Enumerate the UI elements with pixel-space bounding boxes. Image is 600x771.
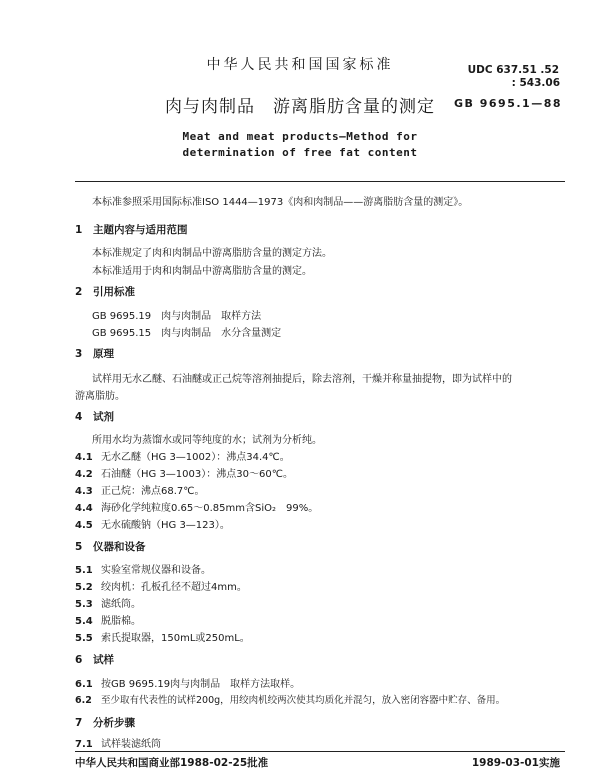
clause-5-5 (75, 629, 250, 644)
clause-text: 海砂化学纯粒度0.65～0.85mm含SiO₂ 99%。 (101, 503, 319, 514)
clause-4-2 (75, 465, 293, 480)
section-4-intro: 所用水均为蒸馏水或同等纯度的水；试剂为分析纯。 (92, 435, 322, 446)
section-title: 分析步骤 (93, 717, 135, 729)
clause-number: 4.2 (75, 469, 93, 480)
udc-code (468, 64, 560, 90)
clause-number: 4.5 (75, 520, 93, 531)
clause-5-2 (75, 578, 247, 593)
clause-7-1 (75, 735, 161, 750)
issuing-body: 中华人民共和国国家标准 (206, 57, 394, 73)
clause-number: 5.1 (75, 565, 93, 576)
clause-6-2 (75, 692, 505, 706)
document-title-cn: 肉与肉制品 游离脂肪含量的测定 (165, 97, 435, 117)
section-number: 7 (75, 717, 83, 729)
approval-date: 中华人民共和国商业部1988-02-25批准 (75, 757, 269, 769)
section-number: 6 (75, 654, 83, 666)
section-1-heading (75, 222, 188, 237)
clause-text: 按GB 9695.19肉与肉制品 取样方法取样。 (101, 679, 301, 690)
clause-number: 4.3 (75, 486, 93, 497)
clause-6-1 (75, 675, 300, 690)
standard-number: GB 9695.1—88 (454, 97, 562, 110)
document-title-en-line-2: determination of free fat content (182, 146, 418, 159)
footer-rule (75, 751, 565, 752)
clause-4-4 (75, 499, 318, 514)
document-title-en-line-1: Meat and meat products—Method for (182, 130, 418, 143)
clause-text: 滤纸筒。 (101, 599, 141, 610)
clause-text: 索氏提取器，150mL或250mL。 (101, 633, 250, 644)
clause-number: 4.1 (75, 452, 93, 463)
clause-4-3 (75, 482, 205, 497)
clause-5-3 (75, 595, 141, 610)
clause-4-1 (75, 448, 290, 463)
section-1-paragraph-2: 本标准适用于肉和肉制品中游离脂肪含量的测定。 (92, 266, 312, 277)
section-number: 5 (75, 541, 83, 553)
clause-text: 无水硫酸钠（HG 3—123）。 (101, 520, 230, 531)
section-title: 仪器和设备 (93, 541, 146, 553)
section-1-paragraph-1: 本标准规定了肉和肉制品中游离脂肪含量的测定方法。 (92, 248, 332, 259)
section-number: 3 (75, 348, 83, 360)
clause-number: 5.4 (75, 616, 93, 627)
clause-text: 至少取有代表性的试样200g，用绞肉机绞两次使其均质化并混匀，放入密闭容器中贮存、备用。 (101, 695, 506, 706)
clause-number: 5.5 (75, 633, 93, 644)
clause-text: 实验室常规仪器和设备。 (101, 565, 211, 576)
section-title: 原理 (93, 348, 114, 360)
clause-4-5 (75, 516, 230, 531)
section-title: 试剂 (93, 411, 114, 423)
clause-number: 4.4 (75, 503, 93, 514)
section-7-heading (75, 715, 135, 730)
reference-standard-2: GB 9695.15 肉与肉制品 水分含量测定 (92, 328, 282, 339)
udc-line-1: UDC 637.51 .52 (467, 64, 560, 76)
section-number: 4 (75, 411, 83, 423)
section-number: 2 (75, 286, 83, 298)
section-title: 引用标准 (93, 286, 135, 298)
section-2-heading (75, 284, 135, 299)
clause-text: 绞肉机：孔板孔径不超过4mm。 (101, 582, 247, 593)
clause-number: 6.2 (75, 695, 92, 706)
clause-number: 6.1 (75, 679, 93, 690)
udc-line-2: : 543.06 (511, 77, 560, 89)
section-3-paragraph-line-2: 游离脂肪。 (75, 391, 125, 402)
effective-date: 1989-03-01实施 (471, 757, 560, 769)
clause-text: 石油醚（HG 3—1003）：沸点30～60℃。 (101, 469, 293, 480)
clause-number: 5.3 (75, 599, 93, 610)
section-3-heading (75, 346, 114, 361)
intro-paragraph: 本标准参照采用国际标准ISO 1444—1973《肉和肉制品——游离脂肪含量的测定》。 (92, 197, 469, 208)
clause-number: 5.2 (75, 582, 93, 593)
clause-5-4 (75, 612, 141, 627)
section-number: 1 (75, 224, 83, 236)
clause-text: 正己烷：沸点68.7℃。 (101, 486, 205, 497)
header-rule (75, 181, 565, 182)
clause-text: 脱脂棉。 (101, 616, 141, 627)
clause-text: 试样装滤纸筒 (101, 739, 161, 750)
section-title: 试样 (93, 654, 114, 666)
section-5-heading (75, 539, 146, 554)
reference-standard-1: GB 9695.19 肉与肉制品 取样方法 (92, 311, 262, 322)
clause-5-1 (75, 561, 211, 576)
clause-text: 无水乙醚（HG 3—1002）：沸点34.4℃。 (101, 452, 290, 463)
section-6-heading (75, 652, 114, 667)
section-3-paragraph-line-1: 试样用无水乙醚、石油醚或正己烷等溶剂抽提后，除去溶剂，干燥并称量抽提物，即为试样中的 (92, 374, 512, 385)
section-title: 主题内容与适用范围 (93, 224, 188, 236)
clause-number: 7.1 (75, 739, 93, 750)
section-4-heading (75, 409, 114, 424)
